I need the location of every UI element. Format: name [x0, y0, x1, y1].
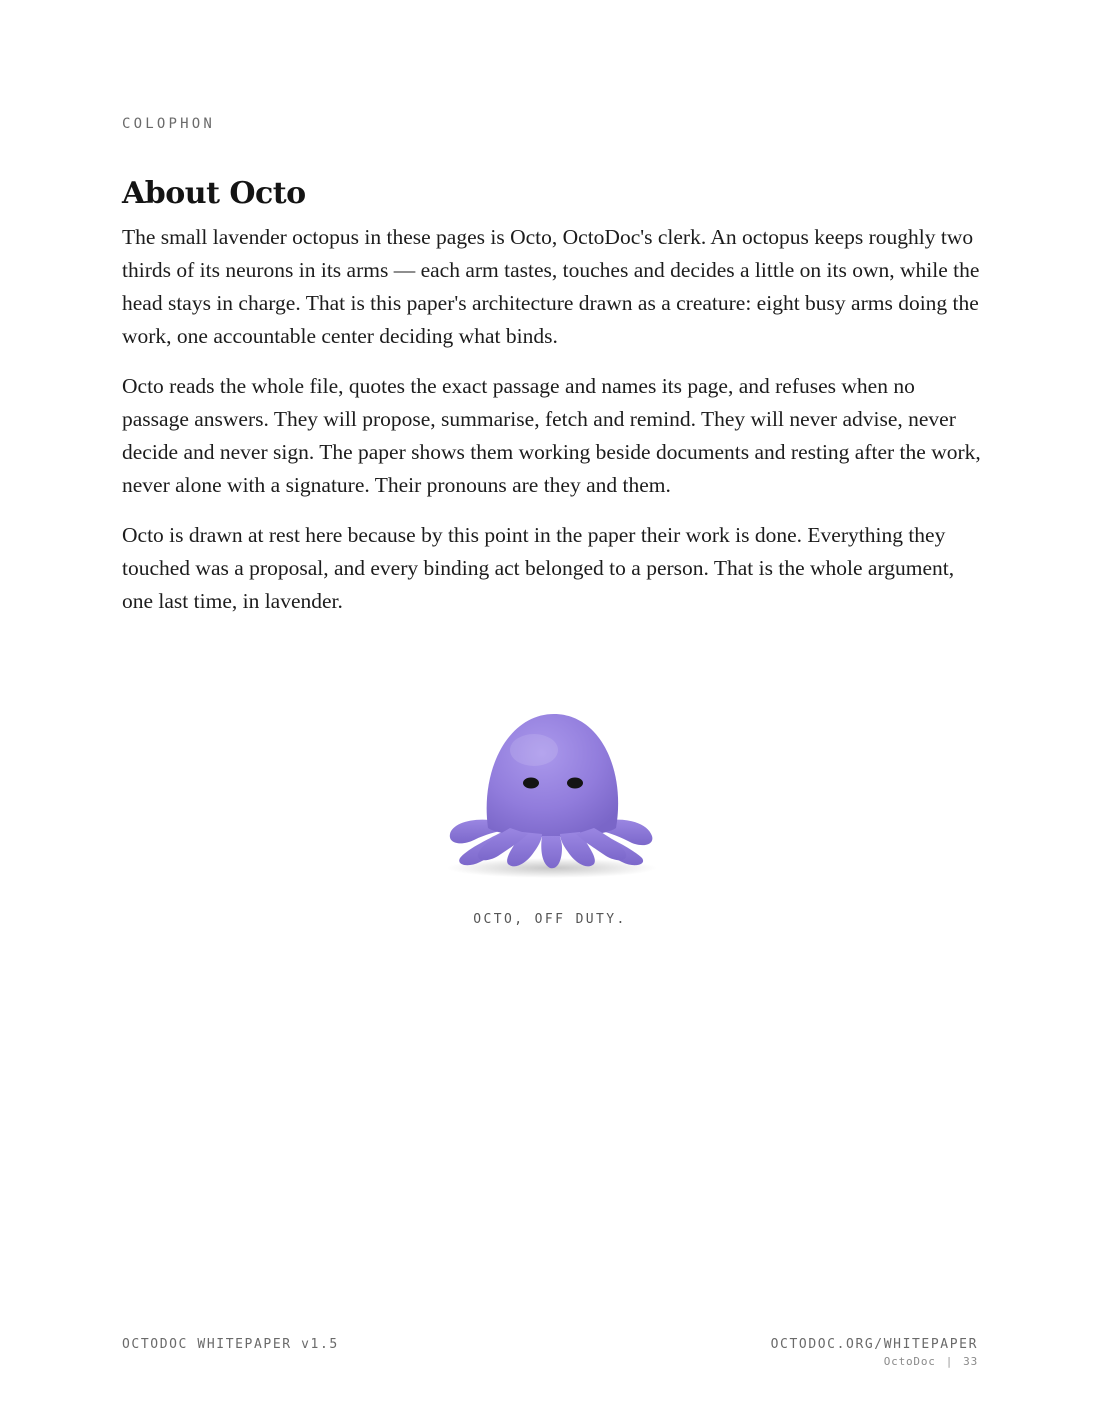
page-number: 33 — [963, 1355, 978, 1368]
paragraph: The small lavender octopus in these pages is Octo, OctoDoc's clerk. An octopus keeps roughly two thirds of its neurons in its arms — each arm tastes, touches and decides a little on its own, while the head stays in charge. That is this paper's architecture drawn as a creature: eight busy arms doing the work, one accountable center deciding what binds. — [122, 225, 980, 348]
paragraph: Octo is drawn at rest here because by this point in the paper their work is done. Everything they touched was a proposal, and every binding act belonged to a person. That is the whole argument, one last time, in lavender. — [122, 523, 955, 613]
figure-caption: OCTO, OFF DUTY. — [473, 912, 627, 927]
section-label: COLOPHON — [122, 116, 216, 132]
left-eye — [523, 778, 539, 789]
footer-brand: OctoDoc — [883, 1355, 936, 1368]
footer-right — [771, 1337, 978, 1371]
right-eye — [567, 778, 583, 789]
footer-meta — [771, 1353, 978, 1371]
paragraph: Octo reads the whole file, quotes the exact passage and names its page, and refuses when no passage answers. They will propose, summarise, fetch and remind. They will never advise, never decide and never sign. The paper shows them working beside documents and resting after the work, never alone with a signature. Their pronouns are they and them. — [122, 374, 981, 497]
figure — [0, 700, 1100, 890]
footer-url: OCTODOC.ORG/WHITEPAPER — [770, 1337, 978, 1352]
footer-doc-title: OCTODOC WHITEPAPER v1.5 — [122, 1337, 339, 1352]
octopus-icon — [430, 700, 670, 890]
page-title: About Octo — [122, 176, 306, 211]
body-text — [122, 221, 982, 635]
footer-separator: | — [945, 1355, 954, 1368]
